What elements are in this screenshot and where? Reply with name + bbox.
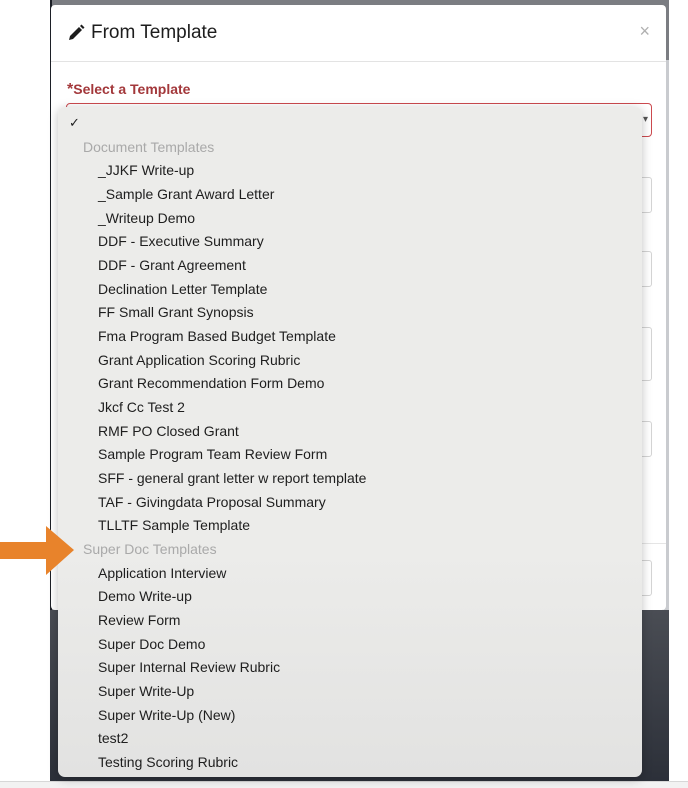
option[interactable]: Declination Letter Template — [98, 281, 268, 297]
group-label-super-doc-templates: Super Doc Templates — [83, 541, 217, 557]
option[interactable]: Super Write-Up — [98, 683, 195, 699]
option[interactable]: Grant Application Scoring Rubric — [98, 352, 301, 368]
required-asterisk: * — [67, 81, 74, 98]
modal-header — [51, 5, 666, 62]
group-label-document-templates: Document Templates — [83, 139, 215, 155]
option[interactable]: Super Doc Demo — [98, 636, 206, 652]
option[interactable]: Grant Recommendation Form Demo — [98, 375, 325, 391]
modal-title — [67, 22, 217, 44]
option[interactable]: Review Form — [98, 612, 181, 628]
selected-check-icon: ✓ — [69, 115, 80, 130]
option[interactable]: Super Write-Up (New) — [98, 707, 236, 723]
close-button[interactable]: × — [639, 21, 650, 41]
option[interactable]: Testing Scoring Rubric — [98, 754, 239, 770]
template-dropdown-list — [58, 107, 642, 777]
option[interactable]: _Sample Grant Award Letter — [98, 186, 275, 202]
option[interactable]: DDF - Executive Summary — [98, 233, 264, 249]
option[interactable]: DDF - Grant Agreement — [98, 257, 246, 273]
option[interactable]: FF Small Grant Synopsis — [98, 304, 254, 320]
option[interactable]: test2 — [98, 730, 129, 746]
option[interactable]: _Writeup Demo — [98, 210, 196, 226]
option[interactable]: _JJKF Write-up — [98, 162, 195, 178]
option[interactable]: Super Internal Review Rubric — [98, 659, 281, 675]
pencil-icon — [67, 24, 85, 42]
select-template-label-text: Select a Template — [73, 81, 191, 97]
option[interactable]: Sample Program Team Review Form — [98, 446, 328, 462]
select-template-label — [67, 81, 190, 99]
option[interactable]: Jkcf Cc Test 2 — [98, 399, 185, 415]
option[interactable]: Fma Program Based Budget Template — [98, 328, 336, 344]
option[interactable]: Application Interview — [98, 565, 227, 581]
modal-title-text: From Template — [91, 22, 218, 43]
select-arrow-icon: ▾ — [642, 114, 648, 125]
option[interactable]: TAF - Givingdata Proposal Summary — [98, 494, 326, 510]
orange-arrow-icon — [0, 526, 76, 576]
option[interactable]: RMF PO Closed Grant — [98, 423, 239, 439]
option[interactable]: Demo Write-up — [98, 588, 192, 604]
option[interactable]: SFF - general grant letter w report template — [98, 470, 367, 486]
option[interactable]: TLLTF Sample Template — [98, 517, 250, 533]
